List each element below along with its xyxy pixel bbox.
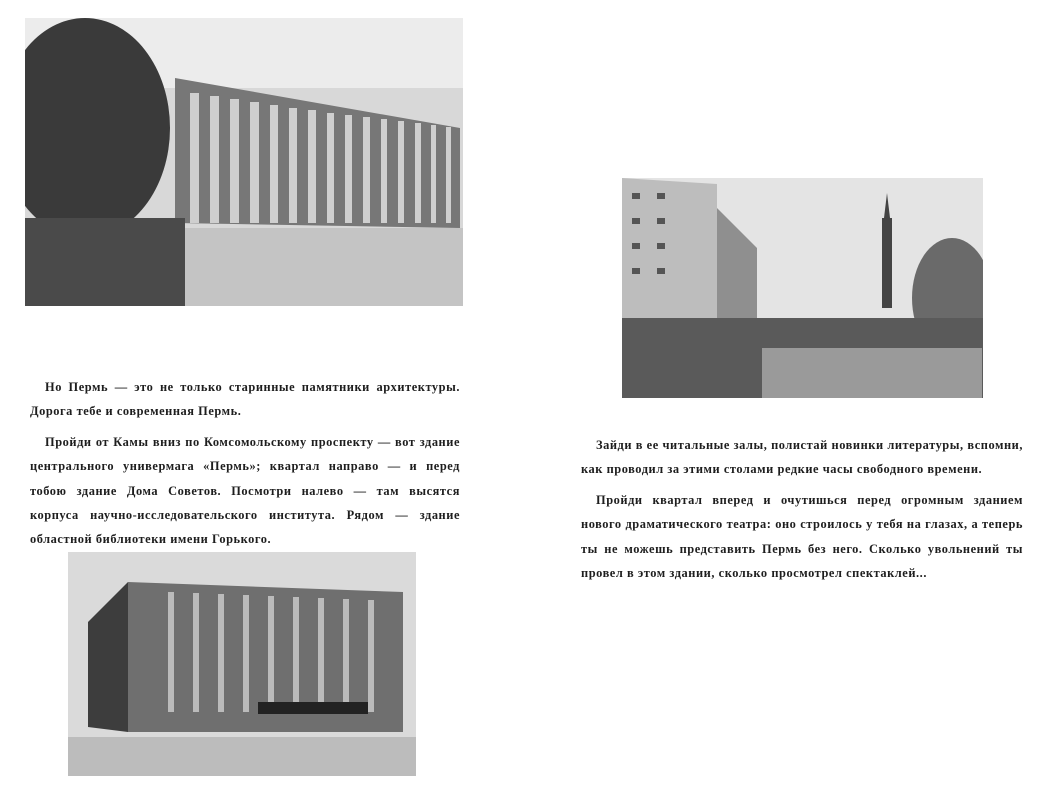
paragraph: Пройди квартал вперед и очутишься перед огромным зданием нового драматического театра: оно строилось у тебя на глазах, а теперь ты не можешь представить Пермь без него. Сколько увольнений ты провел в этом здании, сколько просмотрел спектаклей... xyxy=(581,492,1023,581)
right-page-text xyxy=(581,433,1023,585)
paragraph: Зайди в ее читальные залы, полистай новинки литературы, вспомни, как проводил за этими столами редкие часы свободного времени. xyxy=(581,438,1023,477)
paragraph: Пройди от Камы вниз по Комсомольскому проспекту — вот здание центрального универмага «Пермь»; квартал направо — и перед тобою здание Дома Советов. Посмотри налево — там высятся корпуса научно-исследовательского института. Рядом — здание областной библиотеки имени Горького. xyxy=(30,434,460,547)
photo-library xyxy=(68,552,416,776)
photo-street-with-tower xyxy=(622,178,983,398)
paragraph: Но Пермь — это не только старинные памятники архитектуры. Дорога тебе и современная Пермь. xyxy=(30,380,460,419)
left-page-text xyxy=(30,375,460,552)
photo-dom-sovetov xyxy=(25,18,463,306)
